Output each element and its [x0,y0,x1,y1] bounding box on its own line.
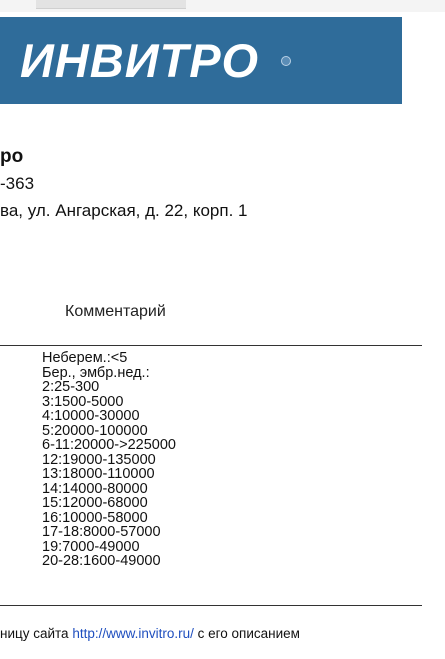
footer-note [0,626,300,641]
comment-line: 17-18:8000-57000 [42,524,161,540]
browser-tab[interactable] [36,0,186,9]
comment-line: 20-28:1600-49000 [42,553,161,569]
comment-line: 12:19000-135000 [42,451,156,468]
reference-comment-cell [42,351,176,569]
footer-prefix: ницу сайта [0,626,73,641]
table-bottom-rule [0,605,422,606]
comment-line: 2:25-300 [42,379,100,395]
comment-line: 4:10000-30000 [42,408,140,424]
comment-line: Бер., эмбр.нед.: [42,364,150,381]
registered-mark-icon [281,56,291,66]
comment-line: 13:18000-110000 [42,466,155,482]
browser-toolbar-strip [0,0,445,12]
table-top-rule [0,345,422,346]
comment-line: 14:14000-80000 [42,480,148,497]
comment-line: 5:20000-100000 [42,422,148,439]
organization-address: ва, ул. Ангарская, д. 22, корп. 1 [0,201,248,220]
comment-line: 6-11:20000->225000 [42,437,176,453]
invitro-logo: ИНВИТРО [20,34,260,87]
footer-suffix: с его описанием [193,626,300,641]
comment-line: 15:12000-68000 [42,495,148,511]
comment-column-header: Комментарий [65,303,166,320]
brand-banner [0,17,402,104]
organization-code: -363 [0,174,35,193]
site-link[interactable]: http://www.invitro.ru/ [72,626,194,641]
organization-name: ро [0,146,24,167]
comment-line: Неберем.:<5 [42,350,128,366]
comment-line: 3:1500-5000 [42,393,124,410]
comment-line: 19:7000-49000 [42,538,140,555]
comment-line: 16:10000-58000 [42,509,148,526]
